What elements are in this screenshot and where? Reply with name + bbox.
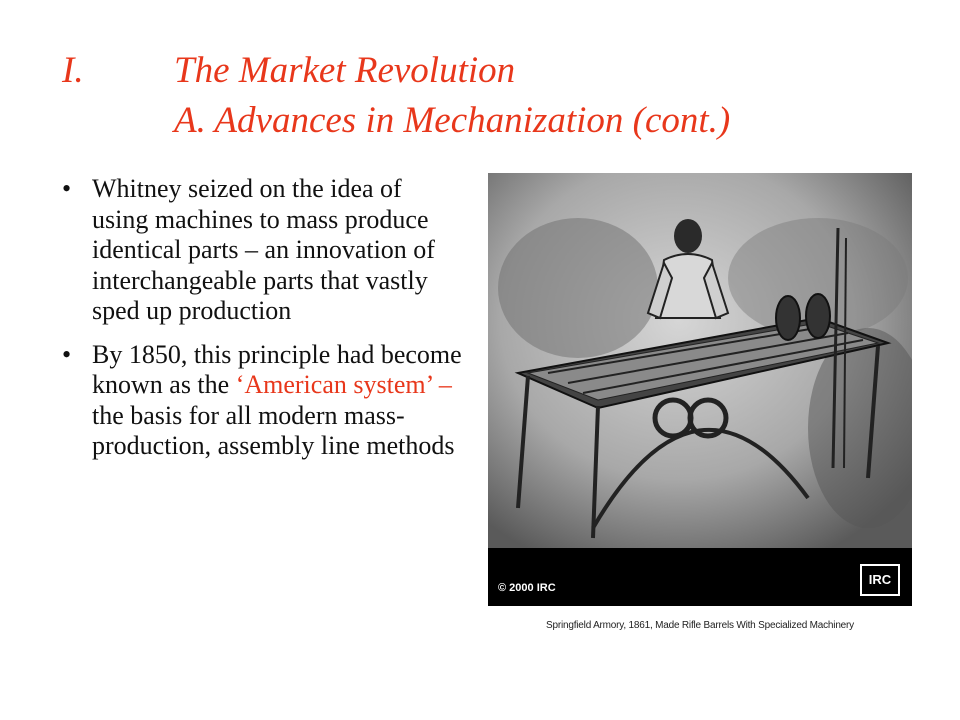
bullet-item-1 <box>62 174 462 327</box>
bullet-list <box>62 174 462 475</box>
engraving-image <box>488 168 912 606</box>
title-subsection: A. Advances in Mechanization (cont.) <box>174 100 731 141</box>
title-line-2 <box>62 96 942 146</box>
title-section-number: I. <box>62 50 84 91</box>
title-line-1 <box>62 46 942 96</box>
bullet-marker: • <box>62 174 72 203</box>
bullet-highlight: ‘American system’ – <box>235 370 452 399</box>
bullet-text: Whitney seized on the idea of using machines to mass produce identical parts – an innovation of interchangeable parts that vastly sped up production <box>92 174 435 325</box>
image-caption: Springfield Armory, 1861, Made Rifle Barrels With Specialized Machinery <box>546 620 854 631</box>
bullet-marker: • <box>62 339 72 369</box>
bullet-text-before: By 1850, this principle had become known as the <box>92 339 462 399</box>
bullet-item-2 <box>62 340 462 462</box>
bullet-text-after: the basis for all modern mass-production, assembly line methods <box>92 400 455 460</box>
machine-illustration <box>488 168 912 606</box>
title-main: The Market Revolution <box>174 50 516 91</box>
irc-logo: IRC <box>860 564 900 596</box>
copyright-text: © 2000 IRC <box>498 582 556 594</box>
slide-title <box>62 46 942 146</box>
